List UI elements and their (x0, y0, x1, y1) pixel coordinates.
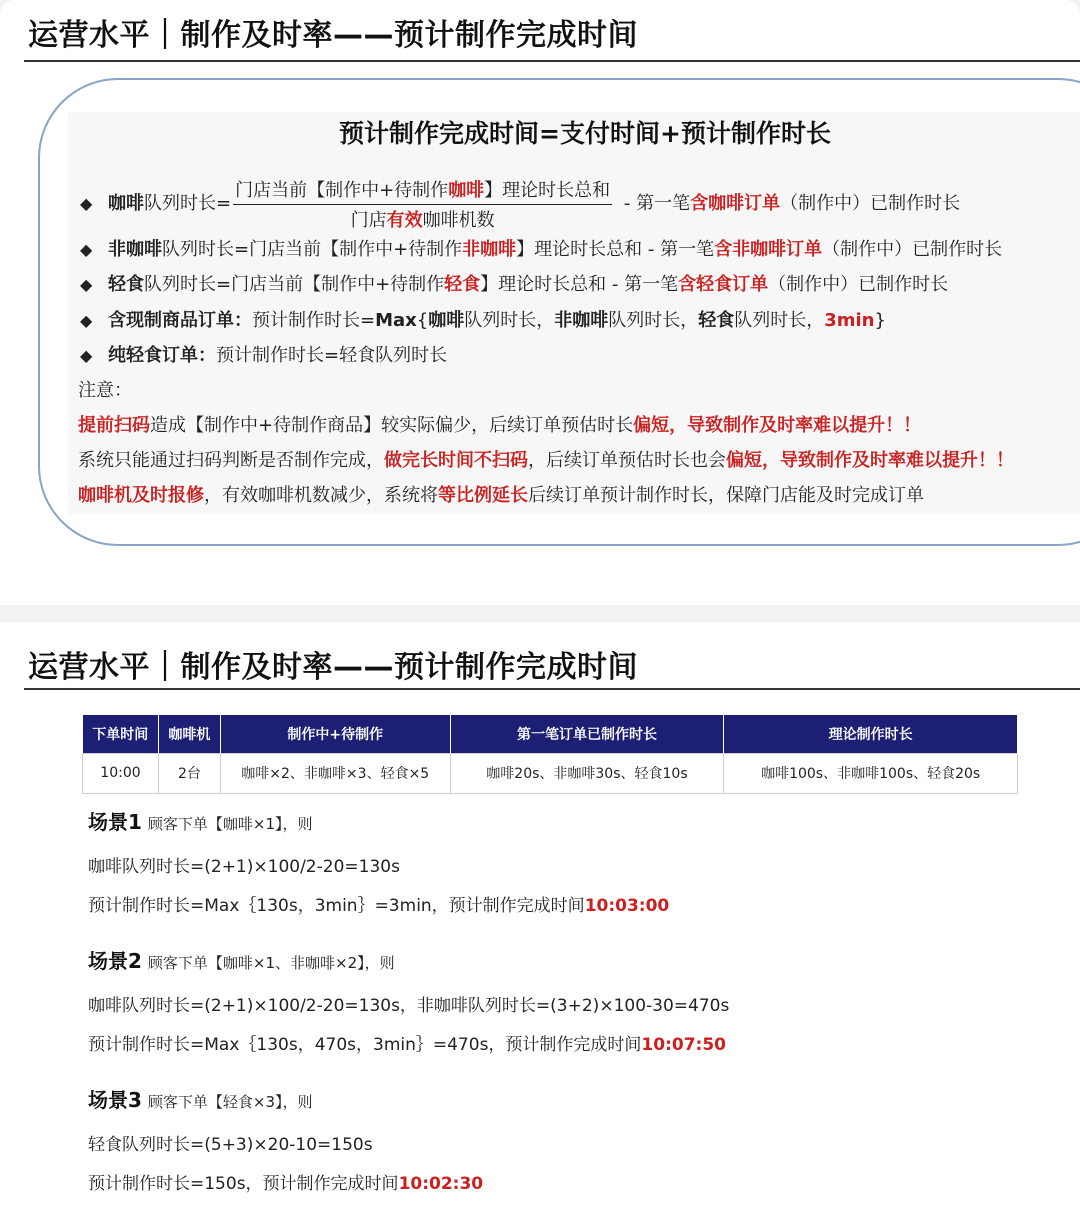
note-highlight: 做完长时间不扫码 (384, 450, 528, 471)
completion-time: 10:07:50 (641, 1035, 726, 1055)
rule-text: 队列时长= (144, 193, 232, 214)
table-row (83, 753, 1018, 793)
bullet-diamond-icon: ◆ (80, 311, 93, 330)
rule-text: 】理论时长总和 - 第一笔 (516, 239, 715, 260)
note-line-2 (78, 446, 1014, 472)
fraction-numerator (233, 176, 612, 205)
rule-light-food-only (80, 341, 447, 367)
rule-text: 】理论时长总和 - 第一笔 (480, 274, 679, 295)
note-text: 系统只能通过扫码判断是否制作完成， (78, 450, 384, 471)
scene-label: 场景1 (88, 810, 142, 834)
numerator-highlight: 咖啡 (448, 180, 485, 201)
completion-time: 10:02:30 (398, 1174, 484, 1194)
rule-text: （制作中）已制作时长 (780, 193, 961, 214)
table-header: 下单时间 (83, 715, 159, 753)
rule-light-food-queue (80, 270, 948, 296)
slide-examples (0, 622, 1080, 1210)
note-highlight: 提前扫码 (78, 415, 150, 436)
denominator-text: 咖啡机数 (422, 210, 495, 231)
table-cell: 10:00 (83, 753, 159, 793)
formula-fraction (233, 176, 612, 232)
table-header: 制作中+待制作 (220, 715, 450, 753)
rule-keyword: 含现制商品订单： (108, 310, 252, 331)
slide-title: 运营水平｜制作及时率——预计制作完成时间 (28, 650, 638, 685)
result-text: 预计制作时长=150s，预计制作完成时间 (88, 1174, 399, 1194)
bullet-diamond-icon: ◆ (80, 194, 93, 213)
denominator-highlight: 有效 (386, 210, 423, 231)
rule-text: 队列时长=门店当前【制作中+待制作 (162, 239, 463, 260)
table-cell: 咖啡×2、非咖啡×3、轻食×5 (220, 753, 450, 793)
example-table (82, 715, 1018, 794)
scene-3-result (88, 1169, 483, 1194)
table-cell: 咖啡100s、非咖啡100s、轻食20s (724, 753, 1018, 793)
rule-keyword: 咖啡 (428, 310, 465, 331)
table-cell: 2台 (158, 753, 220, 793)
rule-text: - 第一笔 (618, 193, 691, 214)
rule-highlight: 轻食 (444, 274, 481, 295)
scene-2-result (88, 1030, 726, 1055)
note-line-1 (78, 411, 921, 437)
scene-description: 顾客下单【轻食×3】，则 (147, 1093, 313, 1111)
rule-highlight: 含非咖啡订单 (714, 239, 823, 260)
note-highlight: 咖啡机及时报修 (78, 485, 204, 506)
rule-noncoffee-queue (80, 235, 1002, 261)
rule-keyword: 轻食 (698, 310, 735, 331)
formula-title: 预计制作完成时间=支付时间+预计制作时长 (339, 119, 831, 148)
rule-text: 预计制作时长= (252, 310, 376, 331)
note-text: ，有效咖啡机数减少，系统将 (204, 485, 438, 506)
scene-1-result (88, 891, 669, 916)
slide-title: 运营水平｜制作及时率——预计制作完成时间 (28, 18, 638, 53)
rule-highlight: 非咖啡 (462, 239, 517, 260)
rule-text: 预计制作时长=轻食队列时长 (216, 345, 448, 366)
table-header-row (83, 715, 1018, 753)
table-cell: 咖啡20s、非咖啡30s、轻食10s (450, 753, 724, 793)
rule-highlight: 含轻食订单 (678, 274, 769, 295)
rule-text: 队列时长， (608, 310, 699, 331)
note-line-3 (78, 481, 924, 507)
completion-time: 10:03:00 (584, 896, 670, 916)
denominator-text: 门店 (350, 210, 387, 231)
bullet-diamond-icon: ◆ (80, 240, 93, 259)
note-highlight: 等比例延长 (438, 485, 528, 506)
rule-made-to-order (80, 306, 886, 332)
rule-keyword: 轻食 (108, 274, 144, 295)
numerator-text: 门店当前【制作中+待制作 (235, 180, 449, 201)
rule-text: } (874, 310, 886, 331)
fraction-denominator (233, 205, 612, 232)
table-header: 第一笔订单已制作时长 (450, 715, 724, 753)
rule-highlight: 含咖啡订单 (690, 193, 781, 214)
scene-2-calc: 咖啡队列时长=(2+1)×100/2-20=130s，非咖啡队列时长=(3+2)×100-30=470s (88, 996, 730, 1016)
rule-text: （制作中）已制作时长 (768, 274, 949, 295)
result-text: 预计制作时长=Max｛130s，3min｝=3min，预计制作完成时间 (88, 896, 585, 916)
note-label: 注意： (78, 380, 132, 401)
rule-keyword: 纯轻食订单： (108, 345, 216, 366)
scene-label: 场景2 (88, 949, 142, 973)
rule-keyword: 咖啡 (108, 193, 144, 214)
rule-text: 队列时长， (734, 310, 825, 331)
rule-keyword: Max (375, 310, 417, 331)
rule-text: 队列时长， (464, 310, 555, 331)
scene-3-calc: 轻食队列时长=(5+3)×20-10=150s (88, 1135, 373, 1155)
scene-1-calc: 咖啡队列时长=(2+1)×100/2-20=130s (88, 857, 400, 877)
rule-highlight: 3min (824, 310, 875, 331)
rule-keyword: 非咖啡 (108, 239, 162, 260)
rule-coffee-queue (80, 176, 960, 232)
note-highlight: 偏短，导致制作及时率难以提升！！ (633, 415, 922, 436)
bullet-diamond-icon: ◆ (80, 275, 93, 294)
scene-3-heading (88, 1084, 313, 1113)
title-divider (24, 688, 1080, 690)
scene-2-heading (88, 945, 395, 974)
table-header: 咖啡机 (158, 715, 220, 753)
scene-description: 顾客下单【咖啡×1】，则 (147, 815, 313, 833)
note-text: 造成【制作中+待制作商品】较实际偏少，后续订单预估时长 (150, 415, 634, 436)
table-header: 理论制作时长 (724, 715, 1018, 753)
numerator-text: 】理论时长总和 (484, 180, 611, 201)
rule-text: 队列时长=门店当前【制作中+待制作 (144, 274, 445, 295)
title-divider (24, 60, 1080, 62)
scene-label: 场景3 (88, 1088, 142, 1112)
scene-description: 顾客下单【咖啡×1、非咖啡×2】，则 (147, 954, 395, 972)
rule-text: { (416, 310, 429, 331)
rule-keyword: 非咖啡 (554, 310, 609, 331)
note-text: 后续订单预计制作时长，保障门店能及时完成订单 (528, 485, 924, 506)
bullet-diamond-icon: ◆ (80, 346, 93, 365)
note-highlight: 偏短，导致制作及时率难以提升！！ (726, 450, 1014, 471)
result-text: 预计制作时长=Max｛130s，470s，3min｝=470s，预计制作完成时间 (88, 1035, 642, 1055)
rule-text: （制作中）已制作时长 (822, 239, 1003, 260)
note-text: ，后续订单预估时长也会 (528, 450, 726, 471)
scene-1-heading (88, 806, 313, 835)
